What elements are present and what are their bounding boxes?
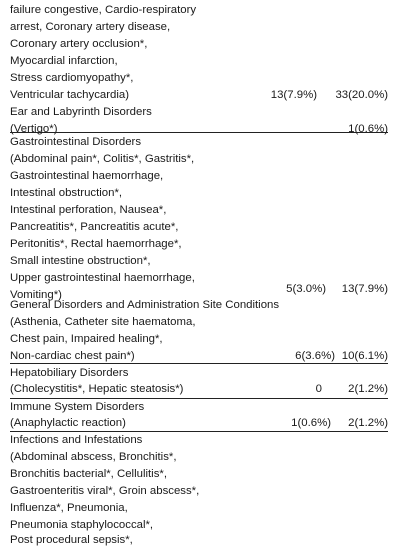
row-text-line: General Disorders and Administration Site Conditions — [10, 299, 280, 311]
count-cell-col2: 33(20.0%) — [335, 89, 388, 101]
row-text-line: Bronchitis bacterial*, Cellulitis*, — [10, 468, 167, 480]
row-text-line: Post procedural sepsis*, — [10, 534, 133, 546]
count-cell-col2: 2(1.2%) — [348, 383, 388, 395]
row-text-line: Peritonitis*, Rectal haemorrhage*, — [10, 238, 182, 250]
row-text-line: (Abdominal abscess, Bronchitis*, — [10, 451, 177, 463]
count-cell-col1: 0 — [315, 383, 322, 395]
count-cell-col2: 1(0.6%) — [348, 123, 388, 135]
count-cell-col2: 10(6.1%) — [341, 350, 388, 362]
count-cell-col1: 5(3.0%) — [286, 283, 326, 295]
count-cell-col1: 1(0.6%) — [291, 417, 331, 429]
row-text-line: Intestinal obstruction*, — [10, 187, 123, 199]
row-text-line: Gastrointestinal haemorrhage, — [10, 170, 164, 182]
row-divider — [10, 132, 388, 133]
row-text-line: Stress cardiomyopathy*, — [10, 72, 134, 84]
row-text-line: Immune System Disorders — [10, 401, 145, 413]
row-text-line: (Cholecystitis*, Hepatic steatosis*) — [10, 383, 184, 395]
row-text-line: Gastroenteritis viral*, Groin abscess*, — [10, 485, 200, 497]
row-text-line: Infections and Infestations — [10, 434, 143, 446]
row-text-line: Chest pain, Impaired healing*, — [10, 333, 163, 345]
row-text-line: Ventricular tachycardia) — [10, 89, 130, 101]
count-cell-col1: 13(7.9%) — [270, 89, 317, 101]
row-text-line: failure congestive, Cardio-respiratory — [10, 4, 197, 16]
count-cell-col2: 2(1.2%) — [348, 417, 388, 429]
row-text-line: Coronary artery occlusion*, — [10, 38, 148, 50]
row-text-line: (Anaphylactic reaction) — [10, 417, 126, 429]
row-text-line: (Abdominal pain*, Colitis*, Gastritis*, — [10, 153, 195, 165]
row-text-line: Upper gastrointestinal haemorrhage, — [10, 272, 195, 284]
row-text-line: Influenza*, Pneumonia, — [10, 502, 128, 514]
row-text-line: Gastrointestinal Disorders — [10, 136, 142, 148]
row-divider — [10, 363, 388, 364]
row-text-line: arrest, Coronary artery disease, — [10, 21, 171, 33]
row-text-line: Ear and Labyrinth Disorders — [10, 106, 152, 118]
row-text-line: Intestinal perforation, Nausea*, — [10, 204, 167, 216]
row-text-line: Pneumonia staphylococcal*, — [10, 519, 154, 531]
row-text-line: Vomiting*) — [10, 289, 62, 301]
row-text-line: Hepatobiliary Disorders — [10, 367, 129, 379]
row-text-line: (Vertigo*) — [10, 123, 58, 135]
count-cell-col1: 6(3.6%) — [295, 350, 335, 362]
row-text-line: Pancreatitis*, Pancreatitis acute*, — [10, 221, 179, 233]
count-cell-col2: 13(7.9%) — [341, 283, 388, 295]
row-text-line: Non-cardiac chest pain*) — [10, 350, 135, 362]
row-text-line: (Asthenia, Catheter site haematoma, — [10, 316, 196, 328]
row-text-line: Myocardial infarction, — [10, 55, 118, 67]
row-text-line: Small intestine obstruction*, — [10, 255, 151, 267]
